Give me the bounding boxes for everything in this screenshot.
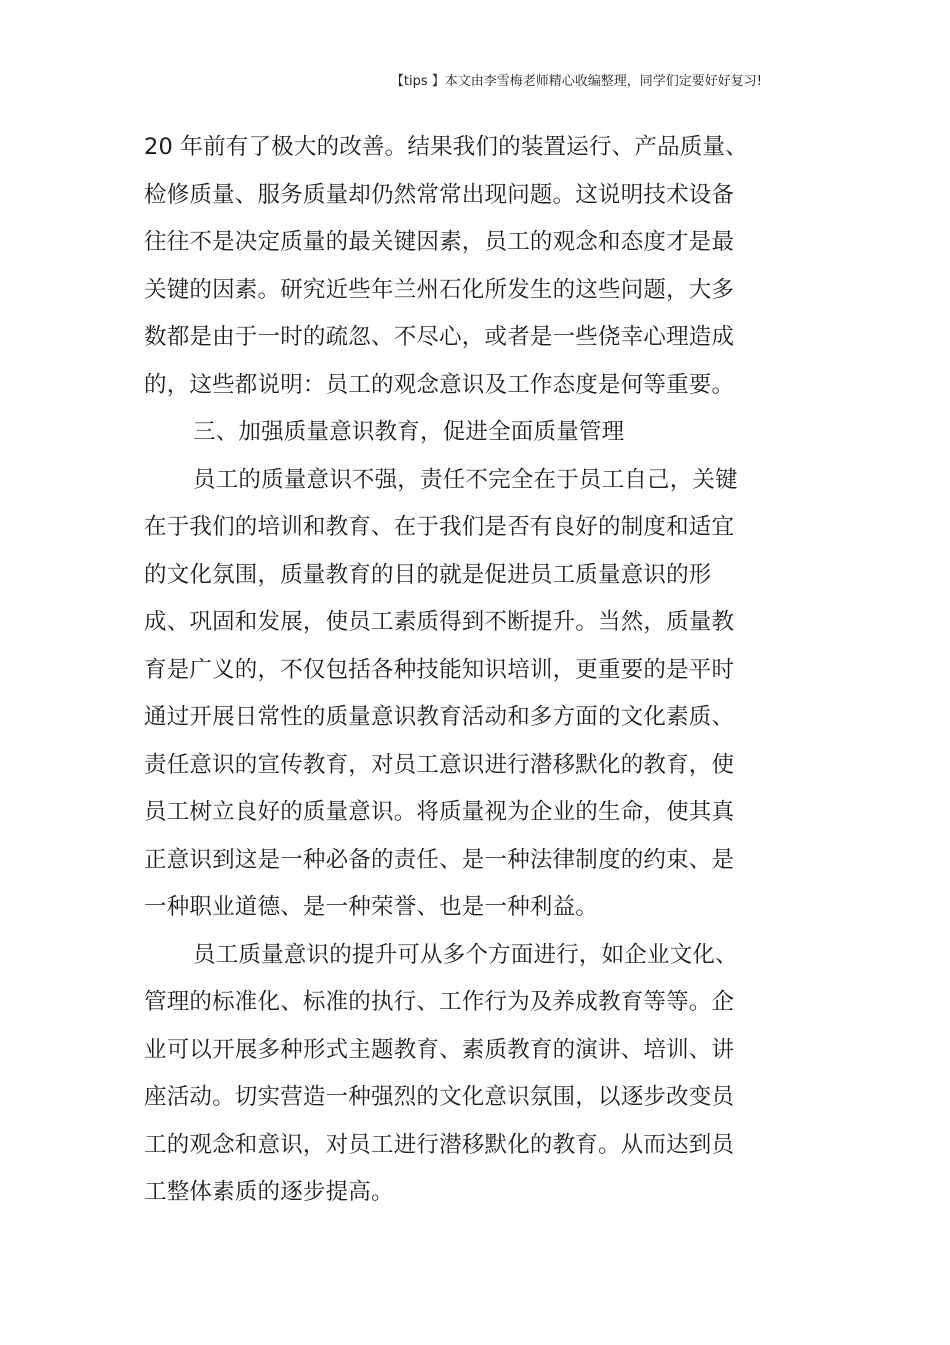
text-line: 员工树立良好的质量意识。将质量视为企业的生命，使其真 — [144, 799, 735, 825]
text-line: 育是广义的，不仅包括各种技能知识培训，更重要的是平时 — [144, 656, 735, 683]
text-line: 工的观念和意识，对员工进行潜移默化的教育。从而达到员 — [144, 1131, 735, 1158]
text-line: 20 年前有了极大的改善。结果我们的装置运行、产品质量、 — [144, 134, 748, 160]
text-line: 正意识到这是一种必备的责任、是一种法律制度的约束、是 — [144, 846, 735, 873]
paragraph — [144, 932, 754, 1217]
section-heading-text: 三、加强质量意识教育，促进全面质量管理 — [193, 419, 625, 445]
section-heading — [144, 409, 754, 457]
text-line: 成、巩固和发展，使员工素质得到不断提升。当然，质量教 — [144, 609, 735, 635]
text-line: 数都是由于一时的疏忽、不尽心，或者是一些侥幸心理造成 — [144, 324, 735, 350]
paragraph — [144, 457, 754, 932]
text-line: 管理的标准化、标准的执行、工作行为及养成教育等等。企 — [144, 989, 735, 1015]
paragraph — [144, 124, 754, 409]
text-line: 员工质量意识的提升可从多个方面进行，如企业文化、 — [193, 941, 738, 968]
text-line: 工整体素质的逐步提高。 — [144, 1179, 394, 1205]
text-line: 业可以开展多种形式主题教育、素质教育的演讲、培训、讲 — [144, 1036, 735, 1063]
text-line: 座活动。切实营造一种强烈的文化意识氛围，以逐步改变员 — [144, 1084, 735, 1110]
text-line: 关键的因素。研究近些年兰州石化所发生的这些问题，大多 — [144, 276, 735, 303]
text-line: 检修质量、服务质量却仍然常常出现问题。这说明技术设备 — [144, 181, 735, 208]
text-line: 在于我们的培训和教育、在于我们是否有良好的制度和适宜 — [144, 514, 735, 540]
header-note: 【tips 】本文由李雪梅老师精心收编整理，同学们定要好好复习! — [390, 74, 762, 89]
text-line: 通过开展日常性的质量意识教育活动和多方面的文化素质、 — [144, 704, 735, 730]
text-line: 一种职业道德、是一种荣誉、也是一种利益。 — [144, 894, 599, 920]
text-line: 员工的质量意识不强，责任不完全在于员工自己，关键 — [193, 466, 738, 493]
text-line: 责任意识的宣传教育，对员工意识进行潜移默化的教育，使 — [144, 751, 735, 778]
document-body — [144, 124, 754, 1217]
text-line: 的，这些都说明：员工的观念意识及工作态度是何等重要。 — [144, 371, 735, 398]
text-line: 的文化氛围，质量教育的目的就是促进员工质量意识的形 — [144, 561, 712, 588]
text-line: 往往不是决定质量的最关键因素，员工的观念和态度才是最 — [144, 229, 735, 255]
